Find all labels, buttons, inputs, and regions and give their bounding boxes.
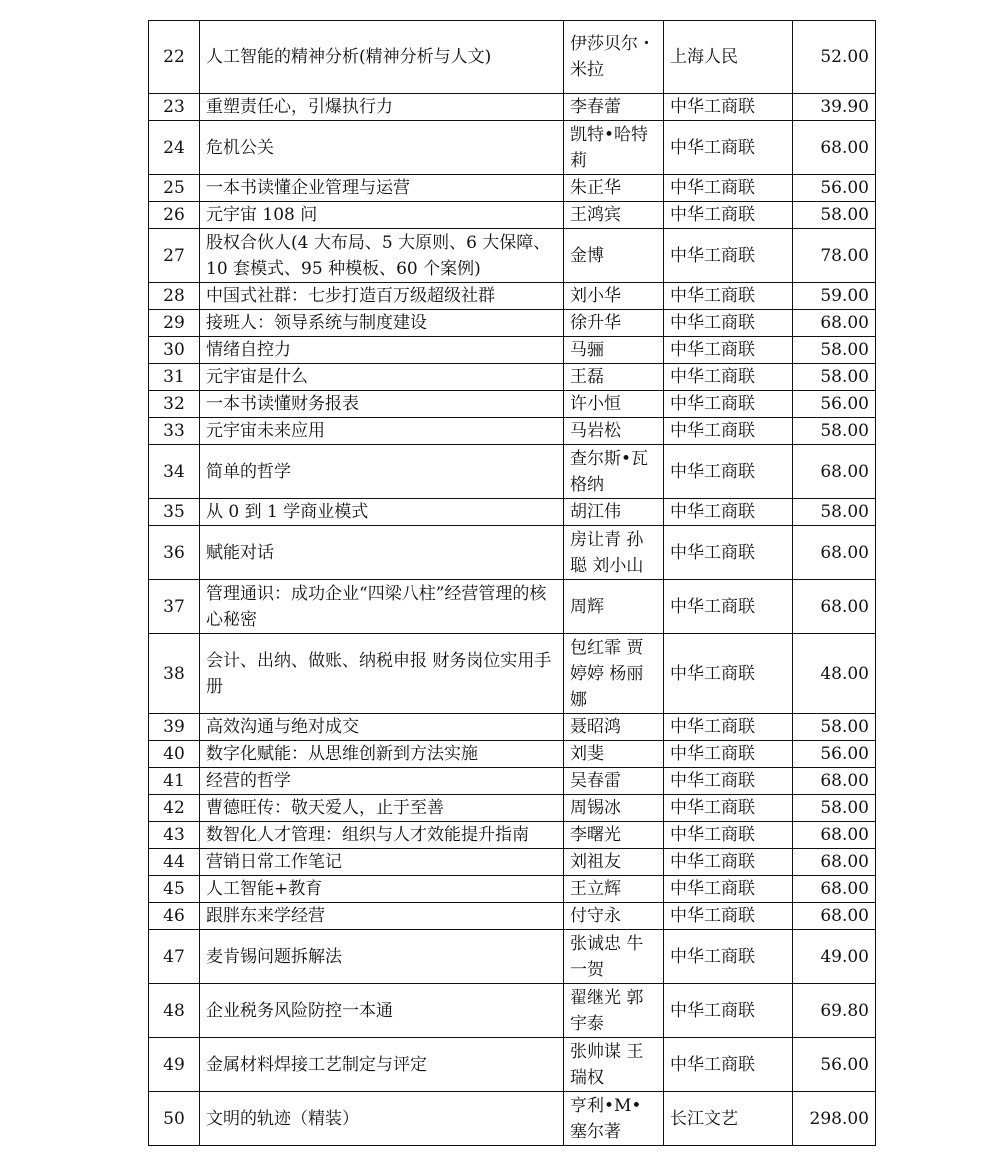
row-number: 27 [149, 229, 200, 283]
book-title: 情绪自控力 [200, 337, 564, 364]
book-author: 李春蕾 [564, 94, 664, 121]
book-price: 56.00 [793, 741, 876, 768]
table-row [149, 903, 876, 930]
row-number: 50 [149, 1092, 200, 1146]
row-number: 43 [149, 822, 200, 849]
row-number: 37 [149, 580, 200, 634]
book-price: 68.00 [793, 121, 876, 175]
book-price: 78.00 [793, 229, 876, 283]
book-publisher: 中华工商联 [664, 741, 793, 768]
book-title: 营销日常工作笔记 [200, 849, 564, 876]
book-price: 56.00 [793, 175, 876, 202]
book-price: 68.00 [793, 876, 876, 903]
book-author: 聂昭鸿 [564, 714, 664, 741]
row-number: 23 [149, 94, 200, 121]
book-publisher: 中华工商联 [664, 391, 793, 418]
book-publisher: 中华工商联 [664, 1038, 793, 1092]
table-row [149, 94, 876, 121]
book-title: 高效沟通与绝对成交 [200, 714, 564, 741]
table-row [149, 822, 876, 849]
table-row [149, 795, 876, 822]
table-row [149, 526, 876, 580]
book-price: 58.00 [793, 418, 876, 445]
book-author: 伊莎贝尔・米拉 [564, 21, 664, 94]
book-price: 56.00 [793, 391, 876, 418]
row-number: 38 [149, 634, 200, 714]
table-row [149, 121, 876, 175]
book-list-body [149, 21, 876, 1146]
book-title: 元宇宙未来应用 [200, 418, 564, 445]
book-title: 一本书读懂企业管理与运营 [200, 175, 564, 202]
row-number: 24 [149, 121, 200, 175]
table-row [149, 634, 876, 714]
book-author: 付守永 [564, 903, 664, 930]
row-number: 42 [149, 795, 200, 822]
book-title: 赋能对话 [200, 526, 564, 580]
table-row [149, 445, 876, 499]
book-price: 58.00 [793, 337, 876, 364]
book-publisher: 中华工商联 [664, 445, 793, 499]
book-author: 张诚忠 牛一贺 [564, 930, 664, 984]
book-title: 企业税务风险防控一本通 [200, 984, 564, 1038]
book-price: 58.00 [793, 499, 876, 526]
book-title: 经营的哲学 [200, 768, 564, 795]
book-author: 查尔斯•瓦格纳 [564, 445, 664, 499]
book-title: 文明的轨迹（精装） [200, 1092, 564, 1146]
table-row [149, 741, 876, 768]
row-number: 34 [149, 445, 200, 499]
book-title: 股权合伙人(4 大布局、5 大原则、6 大保障、10 套模式、95 种模板、60 个案例) [200, 229, 564, 283]
book-author: 胡江伟 [564, 499, 664, 526]
row-number: 36 [149, 526, 200, 580]
book-publisher: 中华工商联 [664, 499, 793, 526]
row-number: 31 [149, 364, 200, 391]
book-price: 68.00 [793, 822, 876, 849]
table-row [149, 499, 876, 526]
row-number: 40 [149, 741, 200, 768]
book-title: 麦肯锡问题拆解法 [200, 930, 564, 984]
row-number: 41 [149, 768, 200, 795]
book-title: 元宇宙是什么 [200, 364, 564, 391]
row-number: 28 [149, 283, 200, 310]
book-list-table [148, 20, 876, 1146]
book-author: 许小恒 [564, 391, 664, 418]
table-row [149, 391, 876, 418]
book-title: 数智化人才管理：组织与人才效能提升指南 [200, 822, 564, 849]
book-title: 曹德旺传：敬天爱人，止于至善 [200, 795, 564, 822]
book-publisher: 长江文艺 [664, 1092, 793, 1146]
book-publisher: 中华工商联 [664, 202, 793, 229]
book-author: 王鸿宾 [564, 202, 664, 229]
table-row [149, 768, 876, 795]
book-price: 68.00 [793, 310, 876, 337]
book-publisher: 中华工商联 [664, 364, 793, 391]
book-author: 包红霏 贾婷婷 杨丽娜 [564, 634, 664, 714]
table-row [149, 418, 876, 445]
book-author: 刘斐 [564, 741, 664, 768]
book-publisher: 上海人民 [664, 21, 793, 94]
book-author: 刘祖友 [564, 849, 664, 876]
book-price: 68.00 [793, 445, 876, 499]
row-number: 48 [149, 984, 200, 1038]
book-publisher: 中华工商联 [664, 634, 793, 714]
table-row [149, 580, 876, 634]
book-price: 69.80 [793, 984, 876, 1038]
book-title: 简单的哲学 [200, 445, 564, 499]
book-author: 张帅谋 王瑞权 [564, 1038, 664, 1092]
book-price: 48.00 [793, 634, 876, 714]
book-publisher: 中华工商联 [664, 580, 793, 634]
table-row [149, 175, 876, 202]
table-row [149, 283, 876, 310]
row-number: 33 [149, 418, 200, 445]
book-price: 68.00 [793, 849, 876, 876]
row-number: 45 [149, 876, 200, 903]
book-price: 49.00 [793, 930, 876, 984]
table-row [149, 364, 876, 391]
book-title: 元宇宙 108 问 [200, 202, 564, 229]
book-publisher: 中华工商联 [664, 768, 793, 795]
book-author: 吴春雷 [564, 768, 664, 795]
book-author: 周辉 [564, 580, 664, 634]
book-publisher: 中华工商联 [664, 714, 793, 741]
book-title: 金属材料焊接工艺制定与评定 [200, 1038, 564, 1092]
book-publisher: 中华工商联 [664, 418, 793, 445]
table-row [149, 337, 876, 364]
table-row [149, 202, 876, 229]
book-author: 亨利•M•塞尔著 [564, 1092, 664, 1146]
book-price: 58.00 [793, 202, 876, 229]
book-author: 翟继光 郭宇泰 [564, 984, 664, 1038]
book-publisher: 中华工商联 [664, 795, 793, 822]
book-price: 58.00 [793, 714, 876, 741]
book-title: 中国式社群：七步打造百万级超级社群 [200, 283, 564, 310]
book-price: 68.00 [793, 903, 876, 930]
book-publisher: 中华工商联 [664, 849, 793, 876]
book-publisher: 中华工商联 [664, 526, 793, 580]
book-price: 59.00 [793, 283, 876, 310]
row-number: 30 [149, 337, 200, 364]
book-price: 58.00 [793, 795, 876, 822]
table-row [149, 930, 876, 984]
row-number: 47 [149, 930, 200, 984]
row-number: 49 [149, 1038, 200, 1092]
book-publisher: 中华工商联 [664, 175, 793, 202]
book-title: 一本书读懂财务报表 [200, 391, 564, 418]
book-publisher: 中华工商联 [664, 121, 793, 175]
book-title: 从 0 到 1 学商业模式 [200, 499, 564, 526]
book-price: 68.00 [793, 768, 876, 795]
book-title: 跟胖东来学经营 [200, 903, 564, 930]
row-number: 32 [149, 391, 200, 418]
book-publisher: 中华工商联 [664, 822, 793, 849]
table-row [149, 849, 876, 876]
table-row [149, 876, 876, 903]
row-number: 25 [149, 175, 200, 202]
row-number: 26 [149, 202, 200, 229]
book-author: 王磊 [564, 364, 664, 391]
book-author: 王立辉 [564, 876, 664, 903]
book-price: 298.00 [793, 1092, 876, 1146]
row-number: 46 [149, 903, 200, 930]
table-row [149, 1092, 876, 1146]
book-author: 马骊 [564, 337, 664, 364]
row-number: 44 [149, 849, 200, 876]
book-publisher: 中华工商联 [664, 876, 793, 903]
table-row [149, 1038, 876, 1092]
book-author: 凯特•哈特莉 [564, 121, 664, 175]
book-publisher: 中华工商联 [664, 229, 793, 283]
book-title: 人工智能+教育 [200, 876, 564, 903]
book-publisher: 中华工商联 [664, 94, 793, 121]
book-publisher: 中华工商联 [664, 930, 793, 984]
table-row [149, 714, 876, 741]
book-title: 重塑责任心，引爆执行力 [200, 94, 564, 121]
book-price: 39.90 [793, 94, 876, 121]
row-number: 29 [149, 310, 200, 337]
book-price: 68.00 [793, 526, 876, 580]
row-number: 39 [149, 714, 200, 741]
book-author: 朱正华 [564, 175, 664, 202]
row-number: 22 [149, 21, 200, 94]
book-price: 56.00 [793, 1038, 876, 1092]
table-row [149, 21, 876, 94]
book-publisher: 中华工商联 [664, 984, 793, 1038]
book-publisher: 中华工商联 [664, 283, 793, 310]
book-publisher: 中华工商联 [664, 903, 793, 930]
book-author: 刘小华 [564, 283, 664, 310]
table-row [149, 984, 876, 1038]
book-author: 李曙光 [564, 822, 664, 849]
book-author: 马岩松 [564, 418, 664, 445]
book-title: 管理通识：成功企业“四梁八柱”经营管理的核心秘密 [200, 580, 564, 634]
book-title: 人工智能的精神分析(精神分析与人文) [200, 21, 564, 94]
book-author: 徐升华 [564, 310, 664, 337]
book-publisher: 中华工商联 [664, 337, 793, 364]
book-title: 接班人：领导系统与制度建设 [200, 310, 564, 337]
book-title: 危机公关 [200, 121, 564, 175]
row-number: 35 [149, 499, 200, 526]
book-publisher: 中华工商联 [664, 310, 793, 337]
table-row [149, 310, 876, 337]
table-row [149, 229, 876, 283]
book-author: 金博 [564, 229, 664, 283]
book-author: 周锡冰 [564, 795, 664, 822]
book-price: 68.00 [793, 580, 876, 634]
book-price: 52.00 [793, 21, 876, 94]
book-title: 数字化赋能：从思维创新到方法实施 [200, 741, 564, 768]
book-author: 房让青 孙聪 刘小山 [564, 526, 664, 580]
book-title: 会计、出纳、做账、纳税申报 财务岗位实用手册 [200, 634, 564, 714]
book-price: 58.00 [793, 364, 876, 391]
